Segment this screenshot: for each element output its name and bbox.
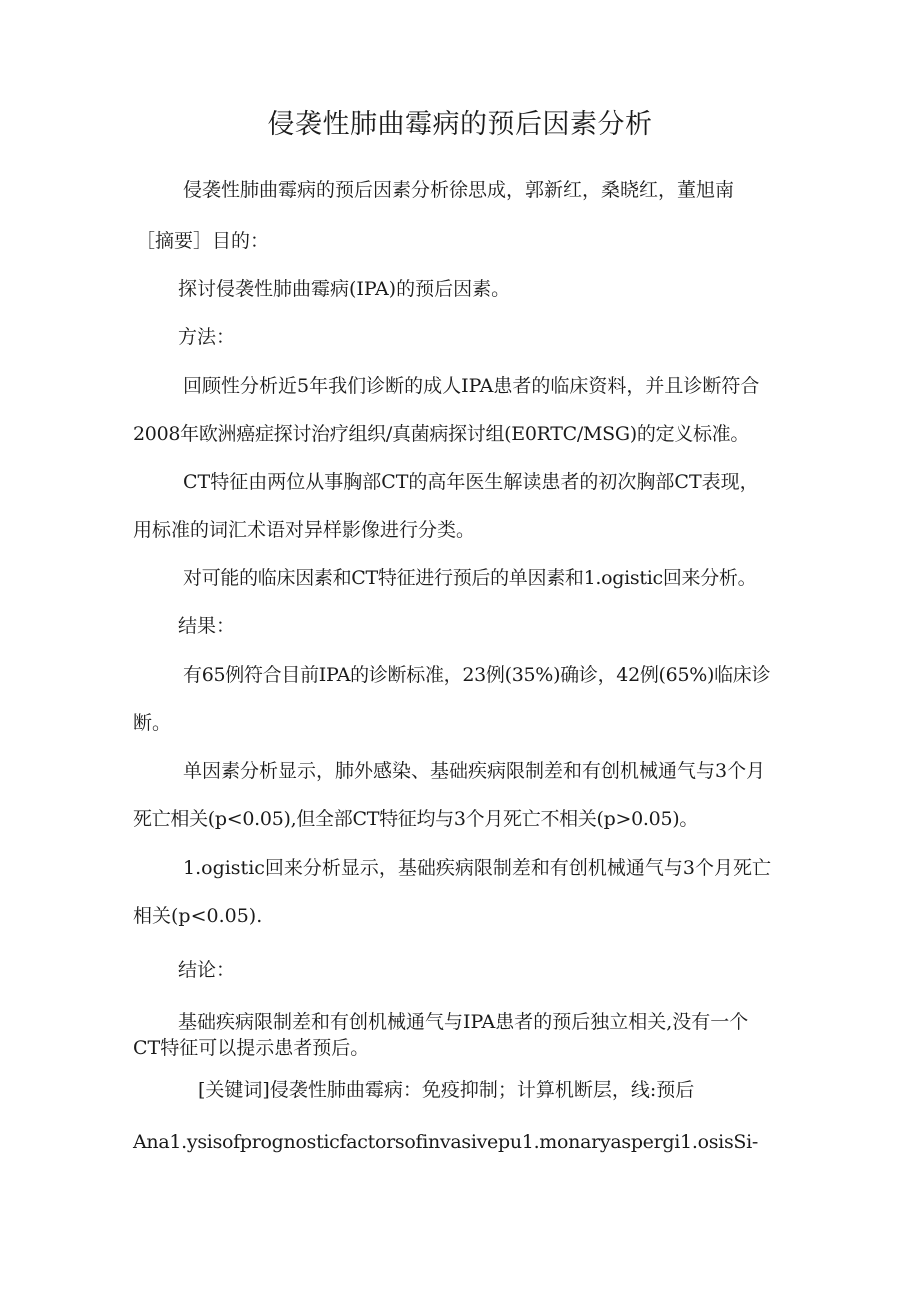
methods-ct-line-2: 用标准的词汇术语对异样影像进行分类。 <box>133 519 476 541</box>
results-univariate-line-2: 死亡相关(p<0.05),但全部CT特征均与3个月死亡不相关(p>0.05)。 <box>133 808 699 830</box>
methods-heading: 方法： <box>178 326 236 348</box>
methods-text-line-1: 回顾性分析近5年我们诊断的成人IPA患者的临床资料，并且诊断符合 <box>183 375 760 397</box>
results-line-1: 有65例符合目前IPA的诊断标准，23例(35%)确诊，42例(65%)临床诊 <box>183 664 771 686</box>
author-line: 侵袭性肺曲霉病的预后因素分析徐思成，郭新红，桑晓红，董旭南 <box>183 179 735 201</box>
conclusion-line-1: 基础疾病限制差和有创机械通气与IPA患者的预后独立相关,没有一个 <box>178 1011 749 1033</box>
methods-analysis-line: 对可能的临床因素和CT特征进行预后的单因素和1.ogistic回来分析。 <box>183 567 757 589</box>
results-univariate-line-1: 单因素分析显示，肺外感染、基础疾病限制差和有创机械通气与3个月 <box>183 760 766 782</box>
results-logistic-line-2: 相关(p<0.05). <box>133 905 263 927</box>
english-title-line: Ana1.ysisofprognosticfactorsofinvasivepu1.monaryaspergi1.osisSi- <box>133 1131 759 1153</box>
results-logistic-line-1: 1.ogistic回来分析显示，基础疾病限制差和有创机械通气与3个月死亡 <box>183 857 771 879</box>
conclusion-line-2: CT特征可以提示患者预后。 <box>133 1037 370 1059</box>
document-title: 侵袭性肺曲霉病的预后因素分析 <box>267 109 653 140</box>
objective-text: 探讨侵袭性肺曲霉病(IPA)的预后因素。 <box>178 278 511 300</box>
keywords-line: [关键词]侵袭性肺曲霉病：免疫抑制；计算机断层，线:预后 <box>198 1079 695 1101</box>
methods-ct-line-1: CT特征由两位从事胸部CT的高年医生解读患者的初次胸部CT表现， <box>183 471 759 493</box>
methods-text-line-2: 2008年欧洲癌症探讨治疗组织/真菌病探讨组(E0RTC/MSG)的定义标准。 <box>133 423 750 445</box>
results-line-2: 断。 <box>133 712 172 734</box>
abstract-heading: ［摘要］目的： <box>136 230 270 252</box>
results-heading: 结果： <box>178 615 236 637</box>
conclusion-heading: 结论： <box>178 959 236 981</box>
